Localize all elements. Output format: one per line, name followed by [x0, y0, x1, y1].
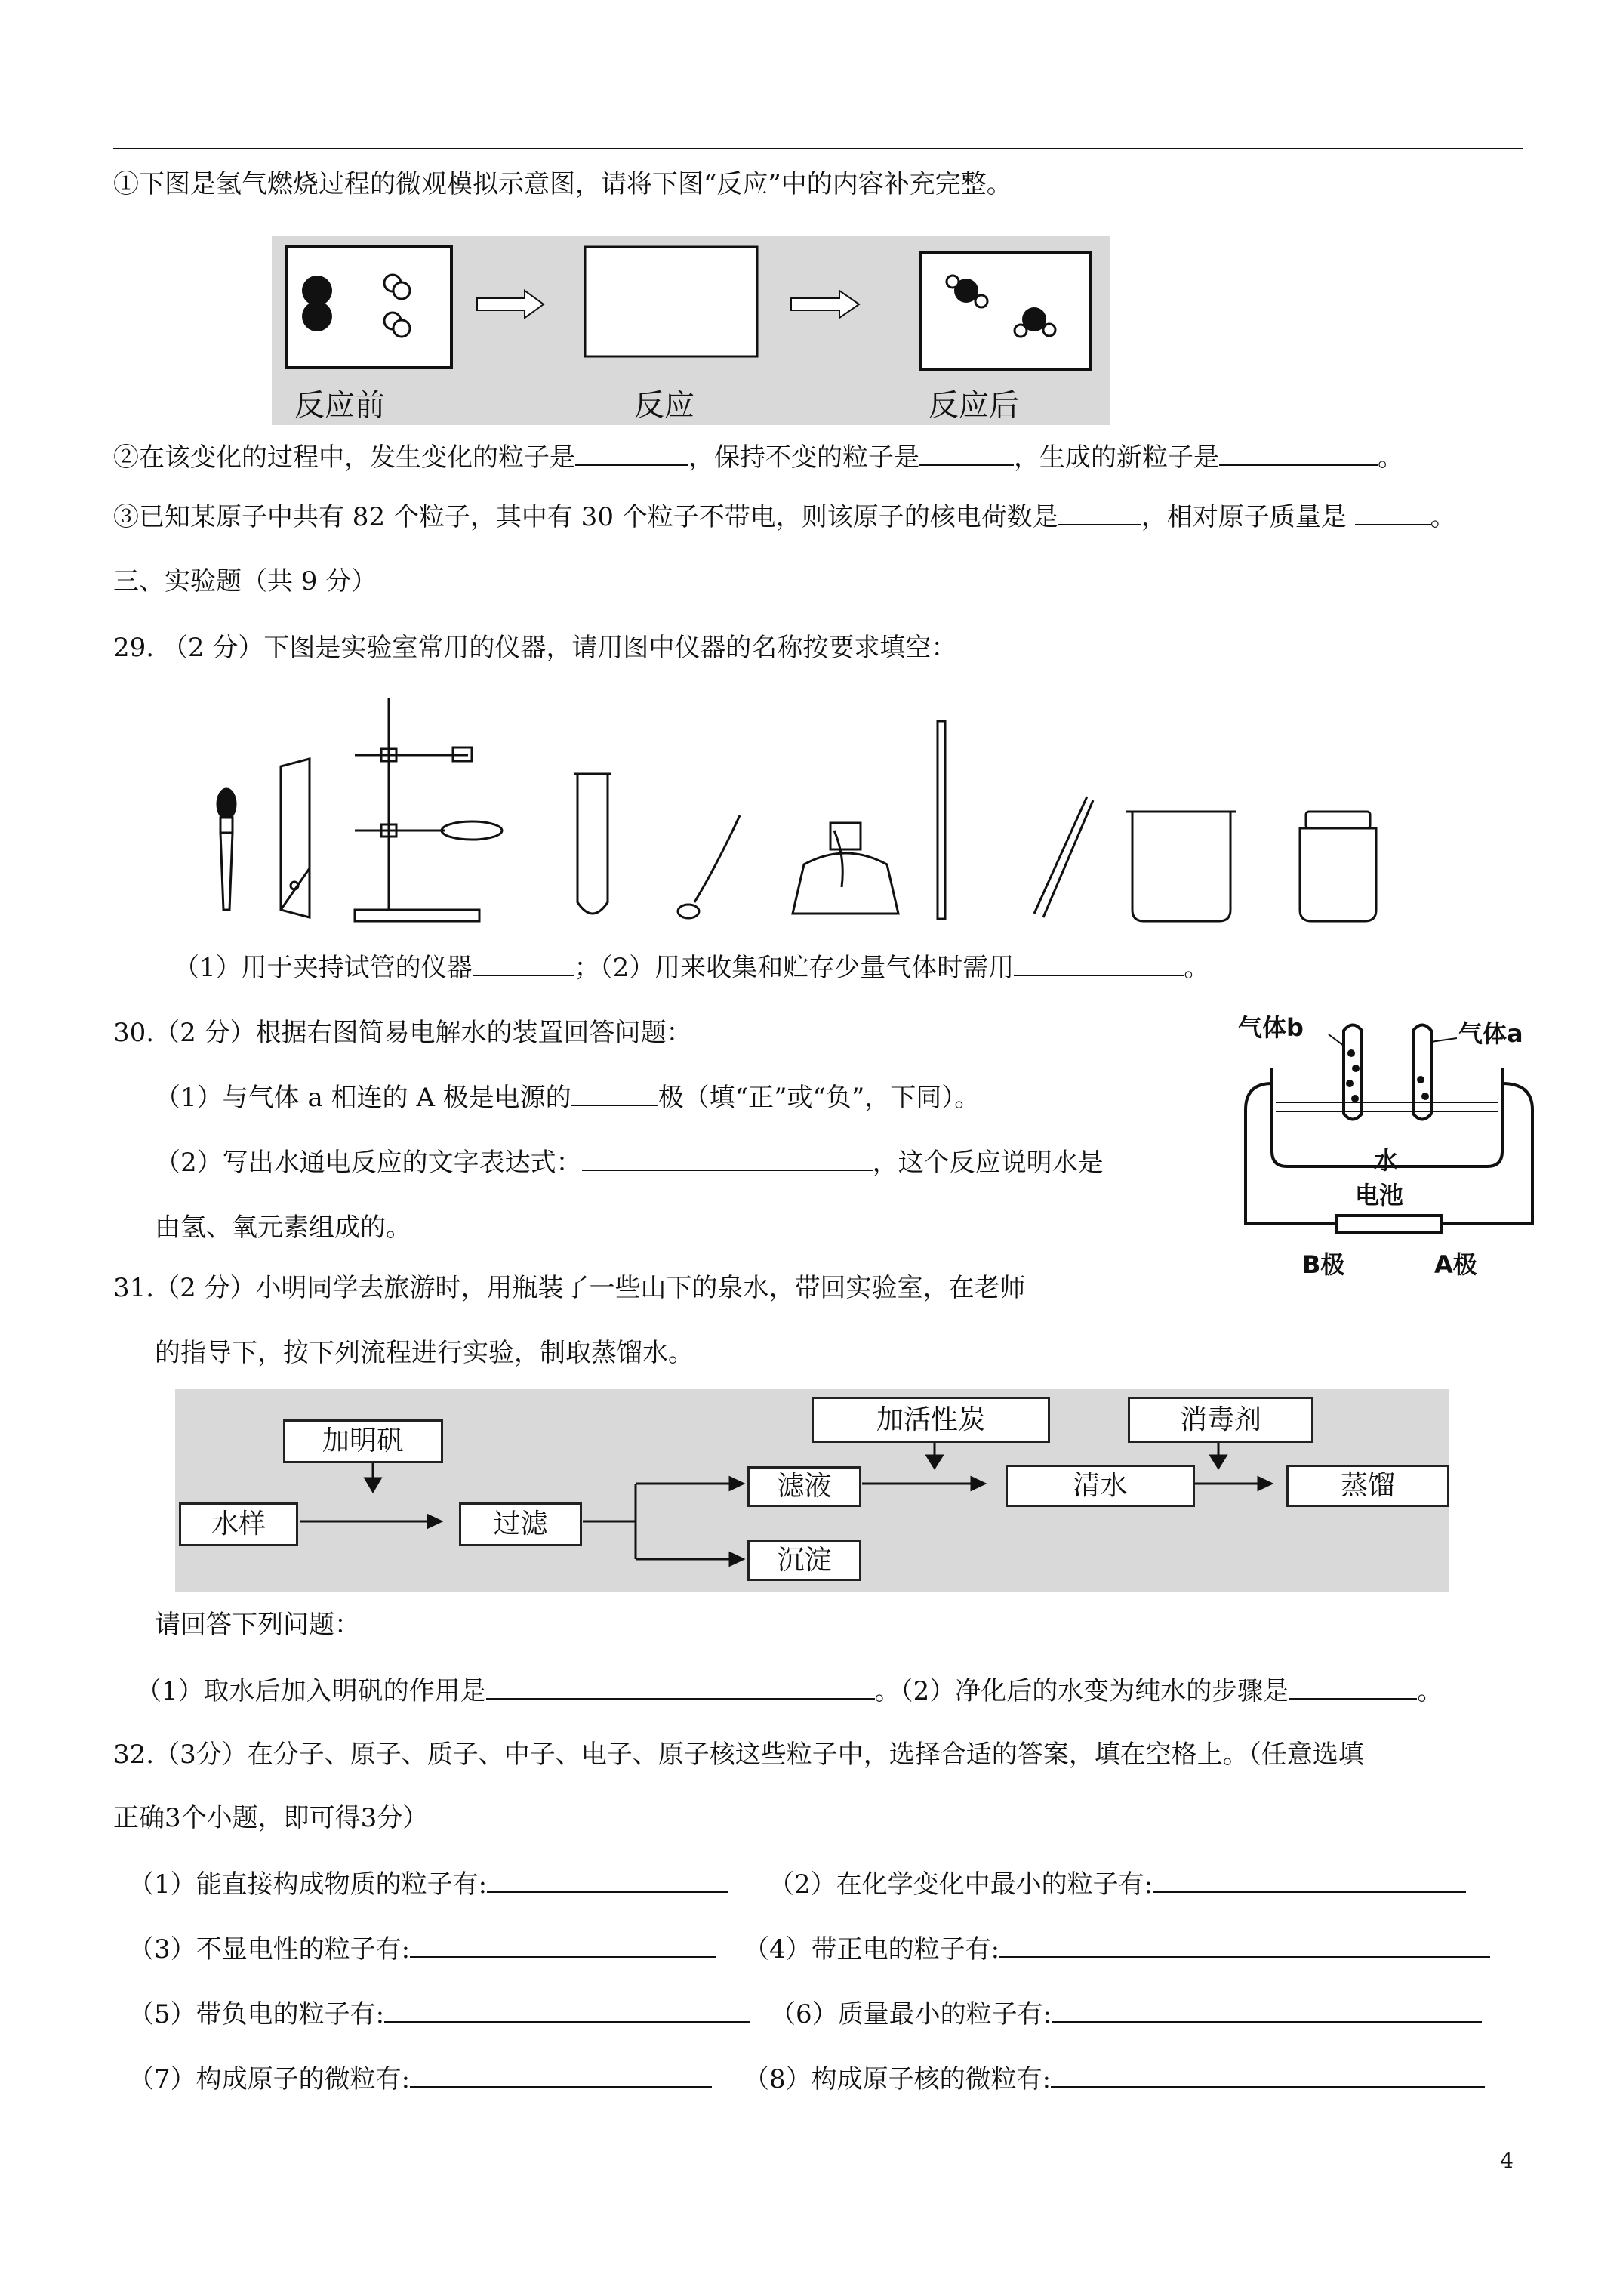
- pole-b-label: B极: [1302, 1250, 1345, 1279]
- battery-label: 电池: [1355, 1181, 1404, 1210]
- instruments-svg: [196, 683, 1404, 932]
- tweezers-icon: [1034, 797, 1093, 917]
- beaker-icon: [1126, 812, 1236, 921]
- answer-blank[interactable]: [1014, 952, 1184, 976]
- medicine-spoon-icon: [678, 815, 740, 918]
- activated-carbon-box: 加活性炭: [812, 1397, 1050, 1443]
- q32-stem-line2: 正确3个小题，即可得3分）: [113, 1803, 429, 1833]
- label-reaction: 反应: [634, 388, 694, 423]
- answer-blank[interactable]: [919, 442, 1014, 466]
- q32-stem-line1: 32.（3分）在分子、原子、质子、中子、电子、原子核这些粒子中，选择合适的答案，填在空格上。（任意选填: [113, 1740, 1364, 1770]
- distill-box: 蒸馏: [1286, 1465, 1449, 1507]
- q32-item6: （6）质量最小的粒子有:: [770, 1998, 1482, 2031]
- q32-item5: （5）带负电的粒子有:: [128, 1998, 750, 2031]
- q30-sub1: （1）与气体 a 相连的 A 极是电源的 极（填“正”或“负”，下同）。: [155, 1083, 981, 1113]
- answer-blank[interactable]: [410, 1934, 716, 1958]
- filtrate-box: 滤液: [747, 1466, 861, 1507]
- q32-item7: （7）构成原子的微粒有:: [128, 2063, 712, 2096]
- answer-blank[interactable]: [1051, 2063, 1485, 2088]
- glass-rod-icon: [938, 721, 945, 919]
- answer-blank[interactable]: [1355, 501, 1431, 525]
- answer-blank[interactable]: [384, 1999, 750, 2023]
- q31-answers: （1）取水后加入明矾的作用是 。（2）净化后的水变为纯水的步骤是 。: [136, 1676, 1443, 1706]
- answer-blank[interactable]: [1052, 1999, 1482, 2023]
- precipitate-box: 沉淀: [747, 1540, 861, 1581]
- q32-item2: （2）在化学变化中最小的粒子有:: [768, 1868, 1466, 1901]
- answer-blank[interactable]: [473, 952, 574, 976]
- q32-item8: （8）构成原子核的微粒有:: [744, 2063, 1485, 2096]
- section-title: 三、实验题（共 9 分）: [113, 566, 377, 596]
- q30-stem: 30.（2 分）根据右图简易电解水的装置回答问题：: [113, 1018, 692, 1048]
- q29-stem: 29. （2 分）下图是实验室常用的仪器，请用图中仪器的名称按要求填空：: [113, 633, 957, 663]
- answer-blank[interactable]: [1219, 442, 1378, 466]
- answer-blank[interactable]: [571, 1082, 658, 1106]
- gas-a-label: 气体a: [1458, 1019, 1523, 1048]
- q31-stem-line1: 31.（2 分）小明同学去旅游时，用瓶装了一些山下的泉水，带回实验室，在老师: [113, 1273, 1026, 1303]
- alum-box: 加明矾: [283, 1419, 443, 1463]
- water-purification-flowchart: [175, 1389, 1449, 1592]
- iron-stand-icon: [355, 698, 502, 921]
- label-before: 反应前: [294, 388, 385, 423]
- hydrogen-combustion-figure: [272, 236, 1110, 425]
- answer-blank[interactable]: [582, 1147, 873, 1171]
- q28-part2: ②在该变化的过程中，发生变化的粒子是 ，保持不变的粒子是 ，生成的新粒子是 。: [113, 442, 1403, 473]
- q30-sub2: （2）写出水通电反应的文字表达式： ，这个反应说明水是: [155, 1148, 1104, 1178]
- top-rule: [113, 148, 1523, 149]
- q30-sub2-cont: 由氢、氧元素组成的。: [155, 1213, 411, 1243]
- water-label: 水: [1374, 1146, 1399, 1175]
- q32-item1: （1）能直接构成物质的粒子有:: [128, 1868, 728, 1901]
- page-number: 4: [1500, 2148, 1514, 2173]
- sample-box: 水样: [179, 1502, 298, 1546]
- filter-box: 过滤: [459, 1502, 582, 1546]
- disinfectant-box: 消毒剂: [1128, 1397, 1313, 1443]
- answer-blank[interactable]: [1153, 1869, 1466, 1893]
- test-tube-icon: [574, 774, 611, 914]
- answer-blank[interactable]: [575, 442, 688, 466]
- gas-bottle-icon: [1300, 812, 1376, 921]
- gas-b-label: 气体b: [1238, 1013, 1304, 1042]
- label-after: 反应后: [929, 388, 1019, 423]
- q31-prompt: 请回答下列问题：: [155, 1610, 360, 1640]
- q31-stem-line2: 的指导下，按下列流程进行实验，制取蒸馏水。: [155, 1338, 694, 1368]
- pole-a-label: A极: [1434, 1250, 1477, 1279]
- q32-item3: （3）不显电性的粒子有:: [128, 1933, 716, 1966]
- answer-blank[interactable]: [487, 1869, 728, 1893]
- answer-blank[interactable]: [999, 1934, 1490, 1958]
- answer-blank[interactable]: [486, 1675, 875, 1700]
- q28-part1: ①下图是氢气燃烧过程的微观模拟示意图，请将下图“反应”中的内容补充完整。: [113, 169, 1012, 199]
- q29-answers: （1）用于夹持试管的仪器 ；（2）用来收集和贮存少量气体时需用 。: [174, 953, 1210, 983]
- alcohol-lamp-icon: [793, 823, 898, 914]
- lab-instruments-figure: [196, 683, 1404, 932]
- test-tube-clamp-icon: [281, 759, 310, 917]
- answer-blank[interactable]: [410, 2063, 712, 2088]
- clear-water-box: 清水: [1006, 1465, 1195, 1507]
- dropper-icon: [217, 789, 236, 910]
- q28-part3: ③已知某原子中共有 82 个粒子，其中有 30 个粒子不带电，则该原子的核电荷数是 ，相对原子质量是 。: [113, 502, 1456, 532]
- answer-blank[interactable]: [1058, 501, 1141, 525]
- answer-blank[interactable]: [1289, 1675, 1417, 1700]
- electrolysis-figure: [1215, 1012, 1563, 1291]
- q32-item4: （4）带正电的粒子有:: [744, 1933, 1490, 1966]
